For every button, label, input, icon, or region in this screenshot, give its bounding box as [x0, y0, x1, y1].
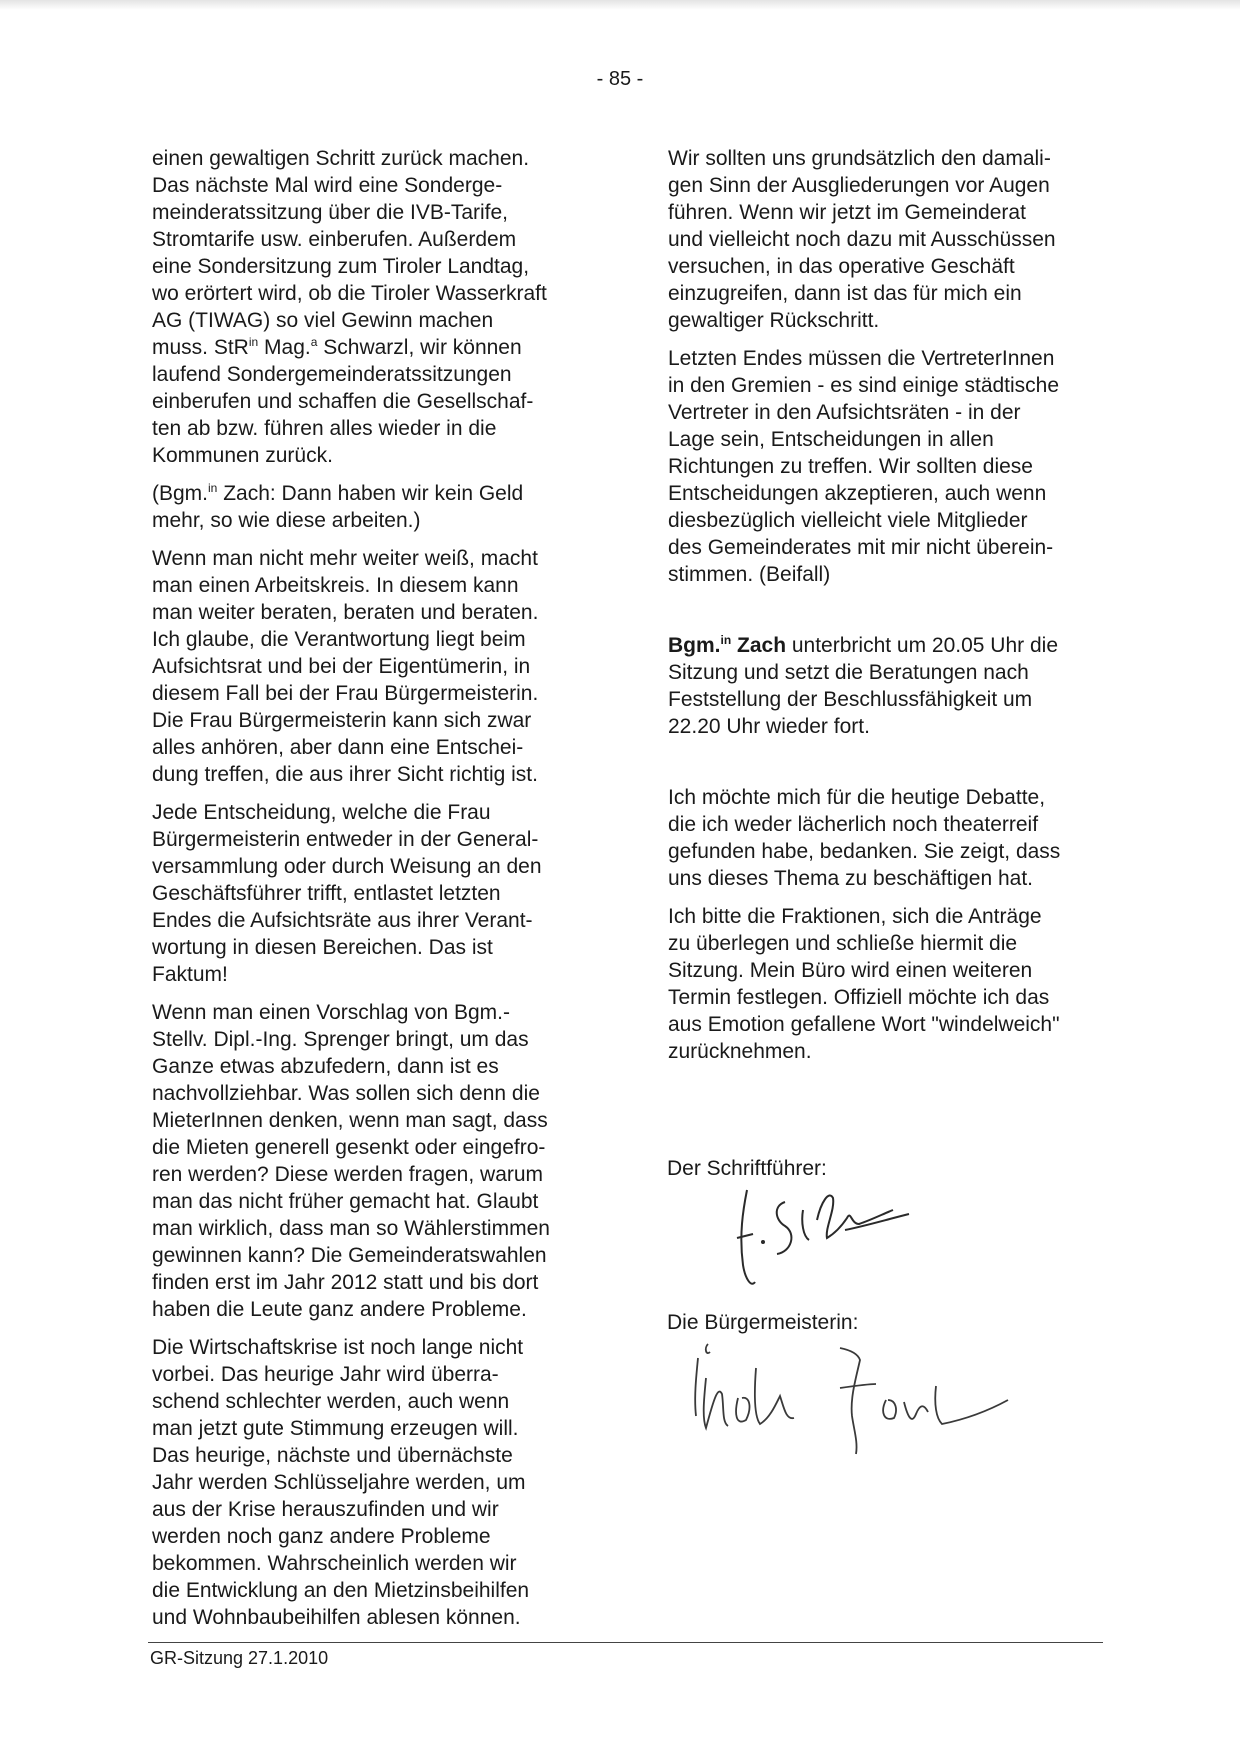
- paragraph: [668, 784, 1108, 892]
- text-line: Die Frau Bürgermeisterin kann sich zwar: [152, 709, 532, 732]
- text-line: versammlung oder durch Weisung an den: [152, 855, 542, 878]
- text-line: Letzten Endes müssen die VertreterInnen: [668, 347, 1055, 370]
- text-line: Wenn man nicht mehr weiter weiß, macht: [152, 547, 538, 570]
- text-line: Jahr werden Schlüsseljahre werden, um: [152, 1471, 526, 1494]
- text-line: und Wohnbaubeihilfen ablesen können.: [152, 1606, 521, 1629]
- text-line: stimmen. (Beifall): [668, 563, 831, 586]
- text-line: führen. Wenn wir jetzt im Gemeinderat: [668, 201, 1026, 224]
- text-line: vorbei. Das heurige Jahr wird überra-: [152, 1363, 499, 1386]
- text-line: einen gewaltigen Schritt zurück machen.: [152, 147, 530, 170]
- text-line: Sitzung. Mein Büro wird einen weiteren: [668, 959, 1033, 982]
- text-line: 22.20 Uhr wieder fort.: [668, 715, 870, 738]
- paragraph: [152, 1334, 592, 1631]
- text-line: Wenn man einen Vorschlag von Bgm.-: [152, 1001, 510, 1024]
- superscript: in: [248, 335, 259, 349]
- text-line: Wir sollten uns grundsätzlich den damali-: [668, 147, 1051, 170]
- text-line: MieterInnen denken, wenn man sagt, dass: [152, 1109, 548, 1132]
- text-line: Geschäftsführer trifft, entlastet letzten: [152, 882, 501, 905]
- text-line: Die Wirtschaftskrise ist noch lange nicht: [152, 1336, 524, 1359]
- left-column: [152, 145, 592, 1642]
- text-line: mehr, so wie diese arbeiten.): [152, 509, 421, 532]
- text-line: laufend Sondergemeinderatssitzungen: [152, 363, 512, 386]
- text-line: gen Sinn der Ausgliederungen vor Augen: [668, 174, 1050, 197]
- text-line: aus Emotion gefallene Wort "windelweich": [668, 1013, 1060, 1036]
- speaker-name: Zach: [731, 634, 787, 657]
- mayor-signature: [690, 1338, 1020, 1458]
- text-line: schend schlechter werden, auch wenn: [152, 1390, 510, 1413]
- text-line: Jede Entscheidung, welche die Frau: [152, 801, 491, 824]
- text-line: nachvollziehbar. Was sollen sich denn die: [152, 1082, 540, 1105]
- text-line: einberufen und schaffen die Gesellschaf-: [152, 390, 534, 413]
- text-line: zu überlegen und schließe hiermit die: [668, 932, 1018, 955]
- page-number: - 85 -: [596, 68, 644, 90]
- text-line: diesbezüglich vielleicht viele Mitglieder: [668, 509, 1028, 532]
- mayor-signature-label: Die Bürgermeisterin:: [667, 1311, 859, 1334]
- text-line: man jetzt gute Stimmung erzeugen will.: [152, 1417, 519, 1440]
- text-line: aus der Krise herauszufinden und wir: [152, 1498, 499, 1521]
- clerk-signature: [725, 1180, 925, 1300]
- clerk-signature-label: Der Schriftführer:: [667, 1157, 827, 1180]
- text-line: Schwarzl, wir können: [317, 336, 522, 359]
- text-line: Feststellung der Beschlussfähigkeit um: [668, 688, 1033, 711]
- text-line: unterbricht um 20.05 Uhr die: [786, 634, 1059, 657]
- text-line: wo erörtert wird, ob die Tiroler Wasserkraft: [152, 282, 547, 305]
- text-line: Ich bitte die Fraktionen, sich die Anträge: [668, 905, 1042, 928]
- text-line: Zach: Dann haben wir kein Geld: [217, 482, 524, 505]
- text-line: einzugreifen, dann ist das für mich ein: [668, 282, 1022, 305]
- footer-rule: [148, 1642, 1103, 1643]
- text-line: man einen Arbeitskreis. In diesem kann: [152, 574, 519, 597]
- text-line: gefunden habe, bedanken. Sie zeigt, dass: [668, 840, 1061, 863]
- text-line: Lage sein, Entscheidungen in allen: [668, 428, 994, 451]
- text-line: in den Gremien - es sind einige städtische: [668, 374, 1060, 397]
- text-line: man das nicht früher gemacht hat. Glaubt: [152, 1190, 539, 1213]
- text-line: Richtungen zu treffen. Wir sollten diese: [668, 455, 1033, 478]
- text-line: versuchen, in das operative Geschäft: [668, 255, 1015, 278]
- text-line: gewinnen kann? Die Gemeinderatswahlen: [152, 1244, 547, 1267]
- text-line: Das heurige, nächste und übernächste: [152, 1444, 513, 1467]
- text-line: und vielleicht noch dazu mit Ausschüssen: [668, 228, 1056, 251]
- text-line: diesem Fall bei der Frau Bürgermeisterin.: [152, 682, 539, 705]
- paragraph: [152, 545, 592, 788]
- text-line: Ich glaube, die Verantwortung liegt beim: [152, 628, 526, 651]
- text-line: Vertreter in den Aufsichtsräten - in der: [668, 401, 1021, 424]
- text-line: wortung in diesen Bereichen. Das ist: [152, 936, 493, 959]
- text-line: Entscheidungen akzeptieren, auch wenn: [668, 482, 1047, 505]
- session-interruption-note: [668, 632, 1108, 740]
- paragraph: [668, 903, 1108, 1065]
- text-line: werden noch ganz andere Probleme: [152, 1525, 491, 1548]
- scan-edge: [0, 0, 1240, 10]
- superscript: in: [720, 633, 732, 647]
- paragraph: [152, 999, 592, 1323]
- speaker-title: Bgm.: [668, 634, 721, 657]
- text-line: die Mieten generell gesenkt oder eingefro-: [152, 1136, 546, 1159]
- text-line: AG (TIWAG) so viel Gewinn machen: [152, 309, 494, 332]
- text-line: man wirklich, dass man so Wählerstimmen: [152, 1217, 550, 1240]
- text-line: Stellv. Dipl.-Ing. Sprenger bringt, um das: [152, 1028, 529, 1051]
- text-line: Ich möchte mich für die heutige Debatte,: [668, 786, 1046, 809]
- text-line: uns dieses Thema zu beschäftigen hat.: [668, 867, 1034, 890]
- text-line: Aufsichtsrat und bei der Eigentümerin, in: [152, 655, 531, 678]
- paragraph: [152, 480, 592, 534]
- text-line: muss. StR: [152, 336, 249, 359]
- text-line: Faktum!: [152, 963, 228, 986]
- text-line: ren werden? Diese werden fragen, warum: [152, 1163, 544, 1186]
- paragraph: [668, 345, 1108, 588]
- superscript: a: [310, 335, 318, 349]
- text-line: die ich weder lächerlich noch theaterreif: [668, 813, 1039, 836]
- text-line: Ganze etwas abzufedern, dann ist es: [152, 1055, 499, 1078]
- text-line: dung treffen, die aus ihrer Sicht richtig ist.: [152, 763, 538, 786]
- text-line: eine Sondersitzung zum Tiroler Landtag,: [152, 255, 530, 278]
- text-line: finden erst im Jahr 2012 statt und bis dort: [152, 1271, 539, 1294]
- text-line: zurücknehmen.: [668, 1040, 812, 1063]
- text-line: alles anhören, aber dann eine Entschei-: [152, 736, 524, 759]
- paragraph: [668, 145, 1108, 334]
- superscript: in: [208, 481, 218, 495]
- text-line: Bürgermeisterin entweder in der General-: [152, 828, 539, 851]
- text-line: Mag.: [258, 336, 311, 359]
- text-line: meinderatssitzung über die IVB-Tarife,: [152, 201, 509, 224]
- text-line: (Bgm.: [152, 482, 209, 505]
- paragraph: [152, 145, 592, 469]
- text-line: des Gemeinderates mit mir nicht überein-: [668, 536, 1054, 559]
- footer-text: GR-Sitzung 27.1.2010: [150, 1648, 329, 1668]
- text-line: Das nächste Mal wird eine Sonderge-: [152, 174, 503, 197]
- text-line: man weiter beraten, beraten und beraten.: [152, 601, 539, 624]
- text-line: Termin festlegen. Offiziell möchte ich das: [668, 986, 1050, 1009]
- text-line: die Entwicklung an den Mietzinsbeihilfen: [152, 1579, 530, 1602]
- text-line: Stromtarife usw. einberufen. Außerdem: [152, 228, 517, 251]
- text-line: haben die Leute ganz andere Probleme.: [152, 1298, 527, 1321]
- text-line: Endes die Aufsichtsräte aus ihrer Verant-: [152, 909, 533, 932]
- text-line: gewaltiger Rückschritt.: [668, 309, 880, 332]
- paragraph: [152, 799, 592, 988]
- text-line: ten ab bzw. führen alles wieder in die: [152, 417, 497, 440]
- right-column: [668, 145, 1108, 1076]
- text-line: bekommen. Wahrscheinlich werden wir: [152, 1552, 517, 1575]
- text-line: Sitzung und setzt die Beratungen nach: [668, 661, 1029, 684]
- text-line: Kommunen zurück.: [152, 444, 333, 467]
